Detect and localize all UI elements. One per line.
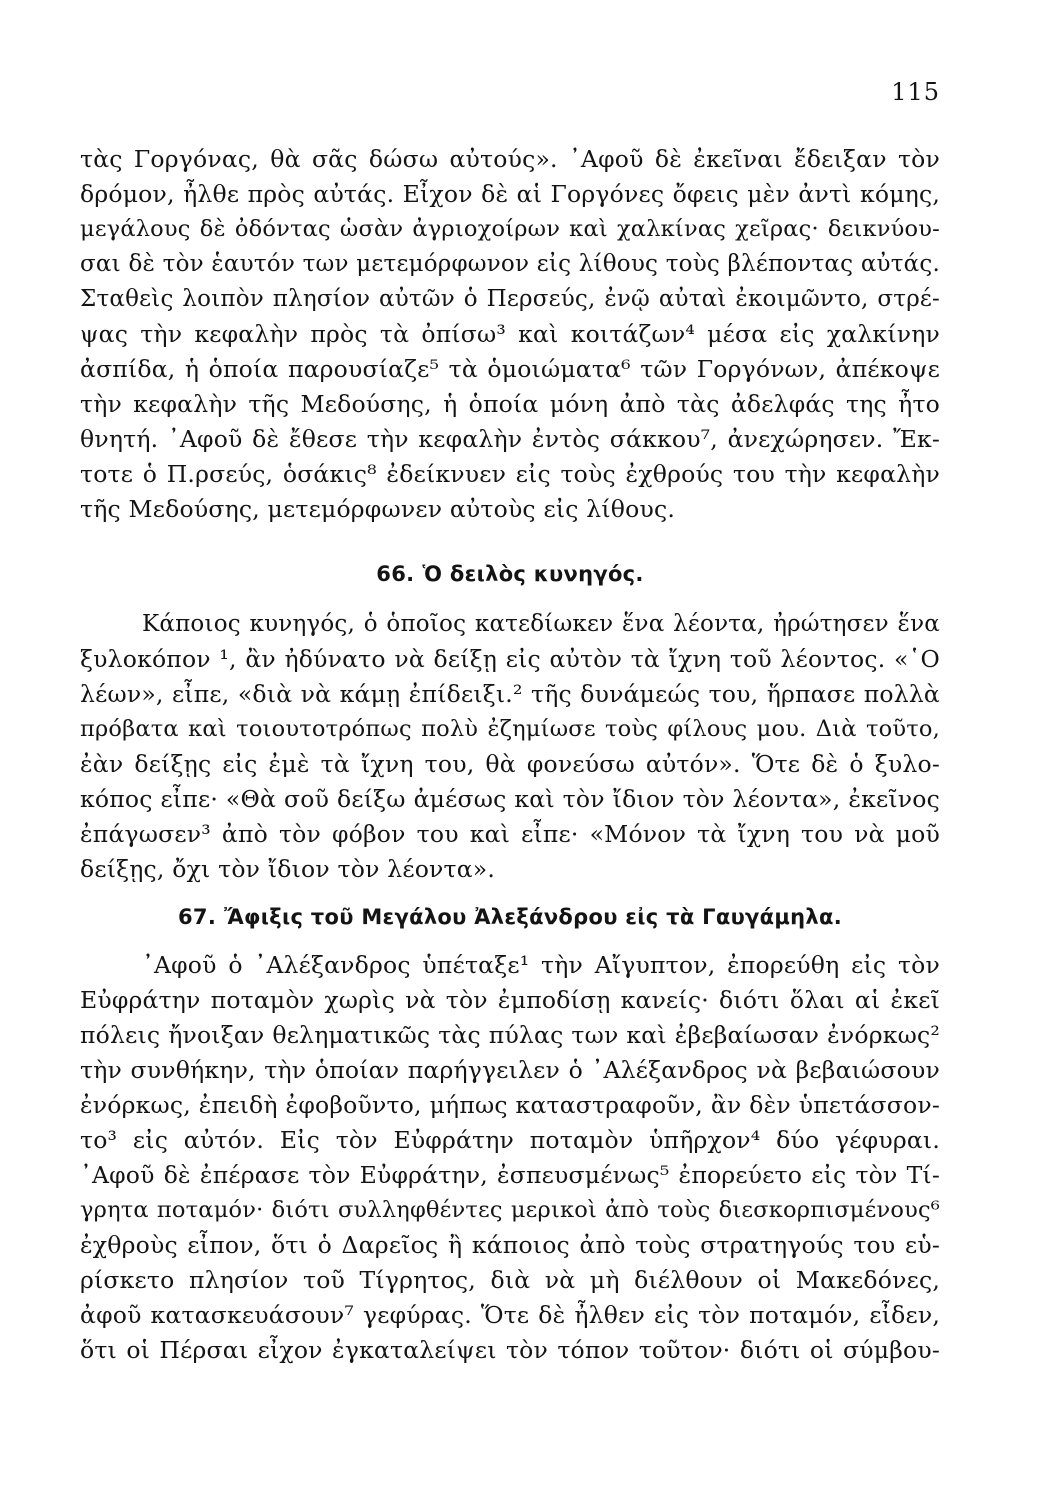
text-line: Κάποιος κυνηγός, ὁ ὁποῖος κατεδίωκεν ἕνα λέοντα, ἠρώτησεν ἕνα [142,611,940,637]
text-line: Εὐφράτην ποταμὸν χωρὶς νὰ τὸν ἐμποδίσῃ κανείς· διότι ὅλαι αἱ ἐκεῖ [80,986,940,1014]
text-line: ἐὰν δείξῃς εἰς ἐμὲ τὰ ἴχνη του, θὰ φονεύσω αὐτόν». Ὅτε δὲ ὁ ξυλο- [80,750,940,778]
section-number: 66. [376,562,415,586]
text-line: τὰς Γοργόνας, θὰ σᾶς δώσω αὐτούς». ᾿Αφοῦ δὲ ἐκεῖναι ἔδειξαν τὸν [80,145,940,173]
text-line: ᾿Αφοῦ δὲ ἐπέρασε τὸν Εὐφράτην, ἐσπευσμένως⁵ ἐπορεύετο εἰς τὸν Τί- [80,1161,940,1189]
text-line: τῆς Μεδούσης, μετεμόρφωνεν αὐτοὺς εἰς λίθους. [80,495,676,523]
text-line: ἐπάγωσεν³ ἀπὸ τὸν φόβον του καὶ εἶπε· «Μόνον τὰ ἴχνη του νὰ μοῦ [80,820,940,848]
text-line: ξυλοκόπον ¹, ἂν ἠδύνατο νὰ δείξῃ εἰς αὐτὸν τὰ ἴχνη τοῦ λέοντος. «῾Ο [80,645,940,673]
text-line: μεγάλους δὲ ὀδόντας ὡσὰν ἀγριοχοίρων καὶ χαλκίνας χεῖρας· δεικνύου- [80,216,940,242]
text-line: Σταθεὶς λοιπὸν πλησίον αὐτῶν ὁ Περσεύς, ἐνῷ αὐταὶ ἐκοιμῶντο, στρέ- [80,286,940,312]
text-line: ἐχθροὺς εἶπον, ὅτι ὁ Δαρεῖος ἢ κάποιος ἀπὸ τοὺς στρατηγούς του εὑ- [80,1231,940,1259]
text-line: πρόβατα καὶ τοιουτοτρόπως πολὺ ἐζημίωσε τοὺς φίλους μου. Διὰ τοῦτο, [80,716,940,742]
text-line: ρίσκετο πλησίον τοῦ Τίγρητος, διὰ νὰ μὴ διέλθουν οἱ Μακεδόνες, [80,1266,940,1294]
text-line: κόπος εἶπε· «Θὰ σοῦ δείξω ἀμέσως καὶ τὸν ἴδιον τὸν λέοντα», ἐκεῖνος [80,785,940,813]
section-title: Ἄφιξις τοῦ Μεγάλου Ἀλεξάνδρου εἰς τὰ Γαυγάμηλα. [224,905,842,929]
text-line: ὅτι οἱ Πέρσαι εἶχον ἐγκαταλείψει τὸν τόπον τοῦτον· διότι οἱ σύμβου- [80,1336,940,1364]
paragraph-alexander [80,948,940,1368]
text-line: πόλεις ἤνοιξαν θεληματικῶς τὰς πύλας των καὶ ἐβεβαίωσαν ἐνόρκως² [80,1021,940,1049]
section-title: Ὁ δειλὸς κυνηγός. [422,562,644,586]
paragraph-perseus [80,142,940,527]
text-line: το³ εἰς αὐτόν. Εἰς τὸν Εὐφράτην ποταμὸν ὑπῆρχον⁴ δύο γέφυραι. [80,1126,940,1154]
text-line: τὴν κεφαλὴν τῆς Μεδούσης, ἡ ὁποία μόνη ἀπὸ τὰς ἀδελφάς της ἦτο [80,390,940,418]
text-line: θνητή. ᾿Αφοῦ δὲ ἔθεσε τὴν κεφαλὴν ἐντὸς σάκκου⁷, ἀνεχώρησεν. Ἔκ- [80,425,940,453]
text-line: τοτε ὁ Π.ρσεύς, ὁσάκις⁸ ἐδείκνυεν εἰς τοὺς ἐχθρούς του τὴν κεφαλὴν [80,460,940,488]
section-number: 67. [178,905,217,929]
text-line: ψας τὴν κεφαλὴν πρὸς τὰ ὀπίσω³ καὶ κοιτάζων⁴ μέσα εἰς χαλκίνην [80,320,940,348]
text-line: ἀφοῦ κατασκευάσουν⁷ γεφύρας. Ὅτε δὲ ἦλθεν εἰς τὸν ποταμόν, εἶδεν, [80,1301,940,1329]
text-line: ἀσπίδα, ἡ ὁποία παρουσίαζε⁵ τὰ ὁμοιώματα⁶ τῶν Γοργόνων, ἀπέκοψε [80,355,940,383]
page-number: 115 [891,78,940,106]
section-heading-66 [80,562,940,586]
text-line: δείξῃς, ὄχι τὸν ἴδιον τὸν λέοντα». [80,855,496,883]
text-line: γρητα ποταμόν· διότι συλληφθέντες μερικοὶ ἀπὸ τοὺς διεσκορπισμένους⁶ [80,1197,940,1223]
paragraph-cowardly-hunter [80,607,940,887]
section-heading-67 [80,905,940,929]
text-line: τὴν συνθήκην, τὴν ὁποίαν παρήγγειλεν ὁ ᾿Αλέξανδρος νὰ βεβαιώσουν [80,1056,940,1084]
text-line: λέων», εἶπε, «διὰ νὰ κάμῃ ἐπίδειξι.² τῆς δυνάμεώς του, ἥρπασε πολλὰ [80,680,940,708]
text-line: ἐνόρκως, ἐπειδὴ ἐφοβοῦντο, μήπως καταστραφοῦν, ἂν δὲν ὑπετάσσον- [80,1091,940,1119]
text-line: δρόμον, ἦλθε πρὸς αὐτάς. Εἶχον δὲ αἱ Γοργόνες ὄφεις μὲν ἀντὶ κόμης, [80,180,940,208]
text-line: ᾿Αφοῦ ὁ ᾿Αλέξανδρος ὑπέταξε¹ τὴν Αἴγυπτον, ἐπορεύθη εἰς τὸν [142,951,940,979]
text-line: σαι δὲ τὸν ἑαυτόν των μετεμόρφωνον εἰς λίθους τοὺς βλέποντας αὐτάς. [80,251,940,277]
